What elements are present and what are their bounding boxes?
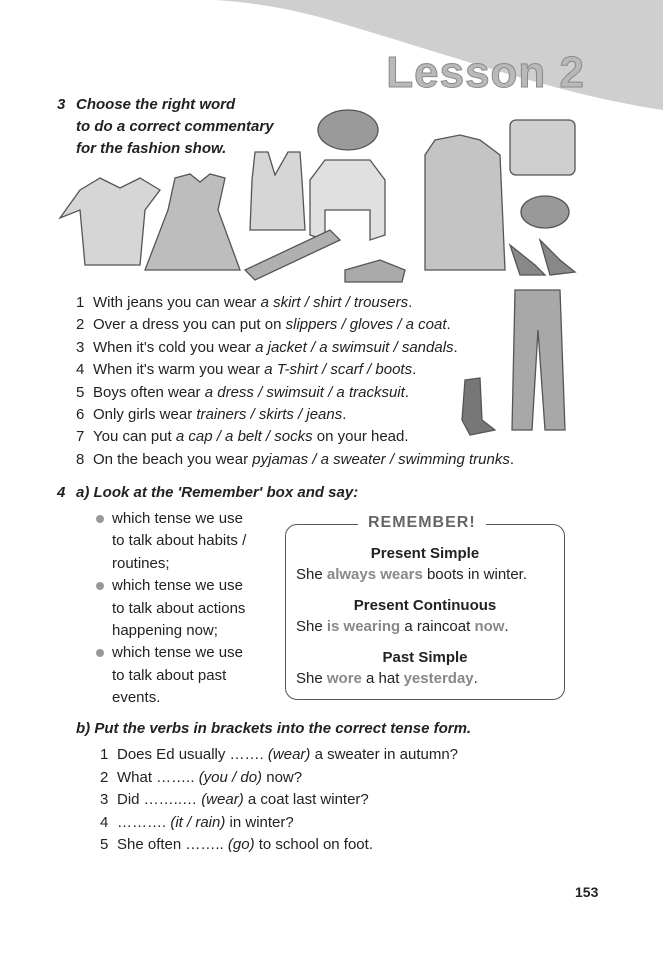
- exercise-4a-instruction: a) Look at the 'Remember' box and say:: [76, 484, 359, 501]
- question-row: 1 With jeans you can wear a skirt / shirt / trousers.: [76, 294, 413, 311]
- question-row: 4 When it's warm you wear a T-shirt / scarf / boots.: [76, 361, 417, 379]
- coat-icon: [425, 135, 505, 270]
- bullet-item: which tense we use to talk about habits / routines;: [96, 508, 276, 575]
- lesson-title: Lesson 2: [386, 48, 585, 97]
- shirt-icon: [60, 178, 160, 265]
- remember-present-continuous: Present Continuous She is wearing a raincoat now.: [296, 597, 509, 635]
- verb-row: 2 What …….. (you / do) now?: [100, 768, 303, 786]
- page-number: 153: [575, 884, 599, 900]
- question-row: 6 Only girls wear trainers / skirts / jeans.: [76, 406, 347, 424]
- remember-past-simple: Past Simple She wore a hat yesterday.: [296, 649, 478, 687]
- question-row: 3 When it's cold you wear a jacket / a swimsuit / sandals.: [76, 338, 458, 356]
- exercise-3-number: 3: [57, 96, 66, 113]
- bullet-item: which tense we use to talk about actions happening now;: [96, 575, 276, 642]
- scarf-icon: [245, 230, 340, 280]
- fur-hat-icon: [318, 110, 378, 150]
- exercise-4b-list: [100, 744, 458, 857]
- remember-box: [285, 514, 565, 700]
- question-row: 8 On the beach you wear pyjamas / a sweater / swimming trunks.: [76, 450, 515, 468]
- verb-row: 5 She often …….. (go) to school on foot.: [100, 836, 373, 854]
- verb-row: 1 Does Ed usually ……. (wear) a sweater in autumn?: [100, 746, 459, 763]
- sweater-icon: [310, 160, 385, 240]
- jeans-icon: [512, 290, 565, 430]
- striped-bag-icon: [510, 120, 575, 175]
- exercise-3-instruction: Choose the right word to do a correct commentary for the fashion show.: [76, 96, 274, 157]
- remember-title: REMEMBER!: [358, 514, 486, 532]
- tank-top-icon: [250, 152, 305, 230]
- question-row: 7 You can put a cap / a belt / socks on your head.: [76, 428, 409, 446]
- question-row: 5 Boys often wear a dress / swimsuit / a tracksuit.: [76, 383, 409, 401]
- bullet-item: which tense we use to talk about past events.: [96, 642, 276, 709]
- gloves-icon: [521, 196, 569, 228]
- shoes-icon: [345, 260, 405, 282]
- verb-row: 3 Did ……..… (wear) a coat last winter?: [100, 791, 369, 809]
- remember-present-simple: Present Simple She always wears boots in winter.: [296, 545, 528, 583]
- exercise-4-number: 4: [57, 484, 66, 501]
- dress-icon: [145, 174, 240, 270]
- exercise-3-list: [76, 292, 514, 471]
- exercise-4a-bullets: [96, 508, 276, 710]
- high-heels-icon: [510, 240, 575, 275]
- exercise-4b-instruction: b) Put the verbs in brackets into the correct tense form.: [76, 720, 472, 737]
- question-row: 2 Over a dress you can put on slippers / gloves / a coat.: [76, 316, 451, 334]
- verb-row: 4 ………. (it / rain) in winter?: [100, 813, 294, 831]
